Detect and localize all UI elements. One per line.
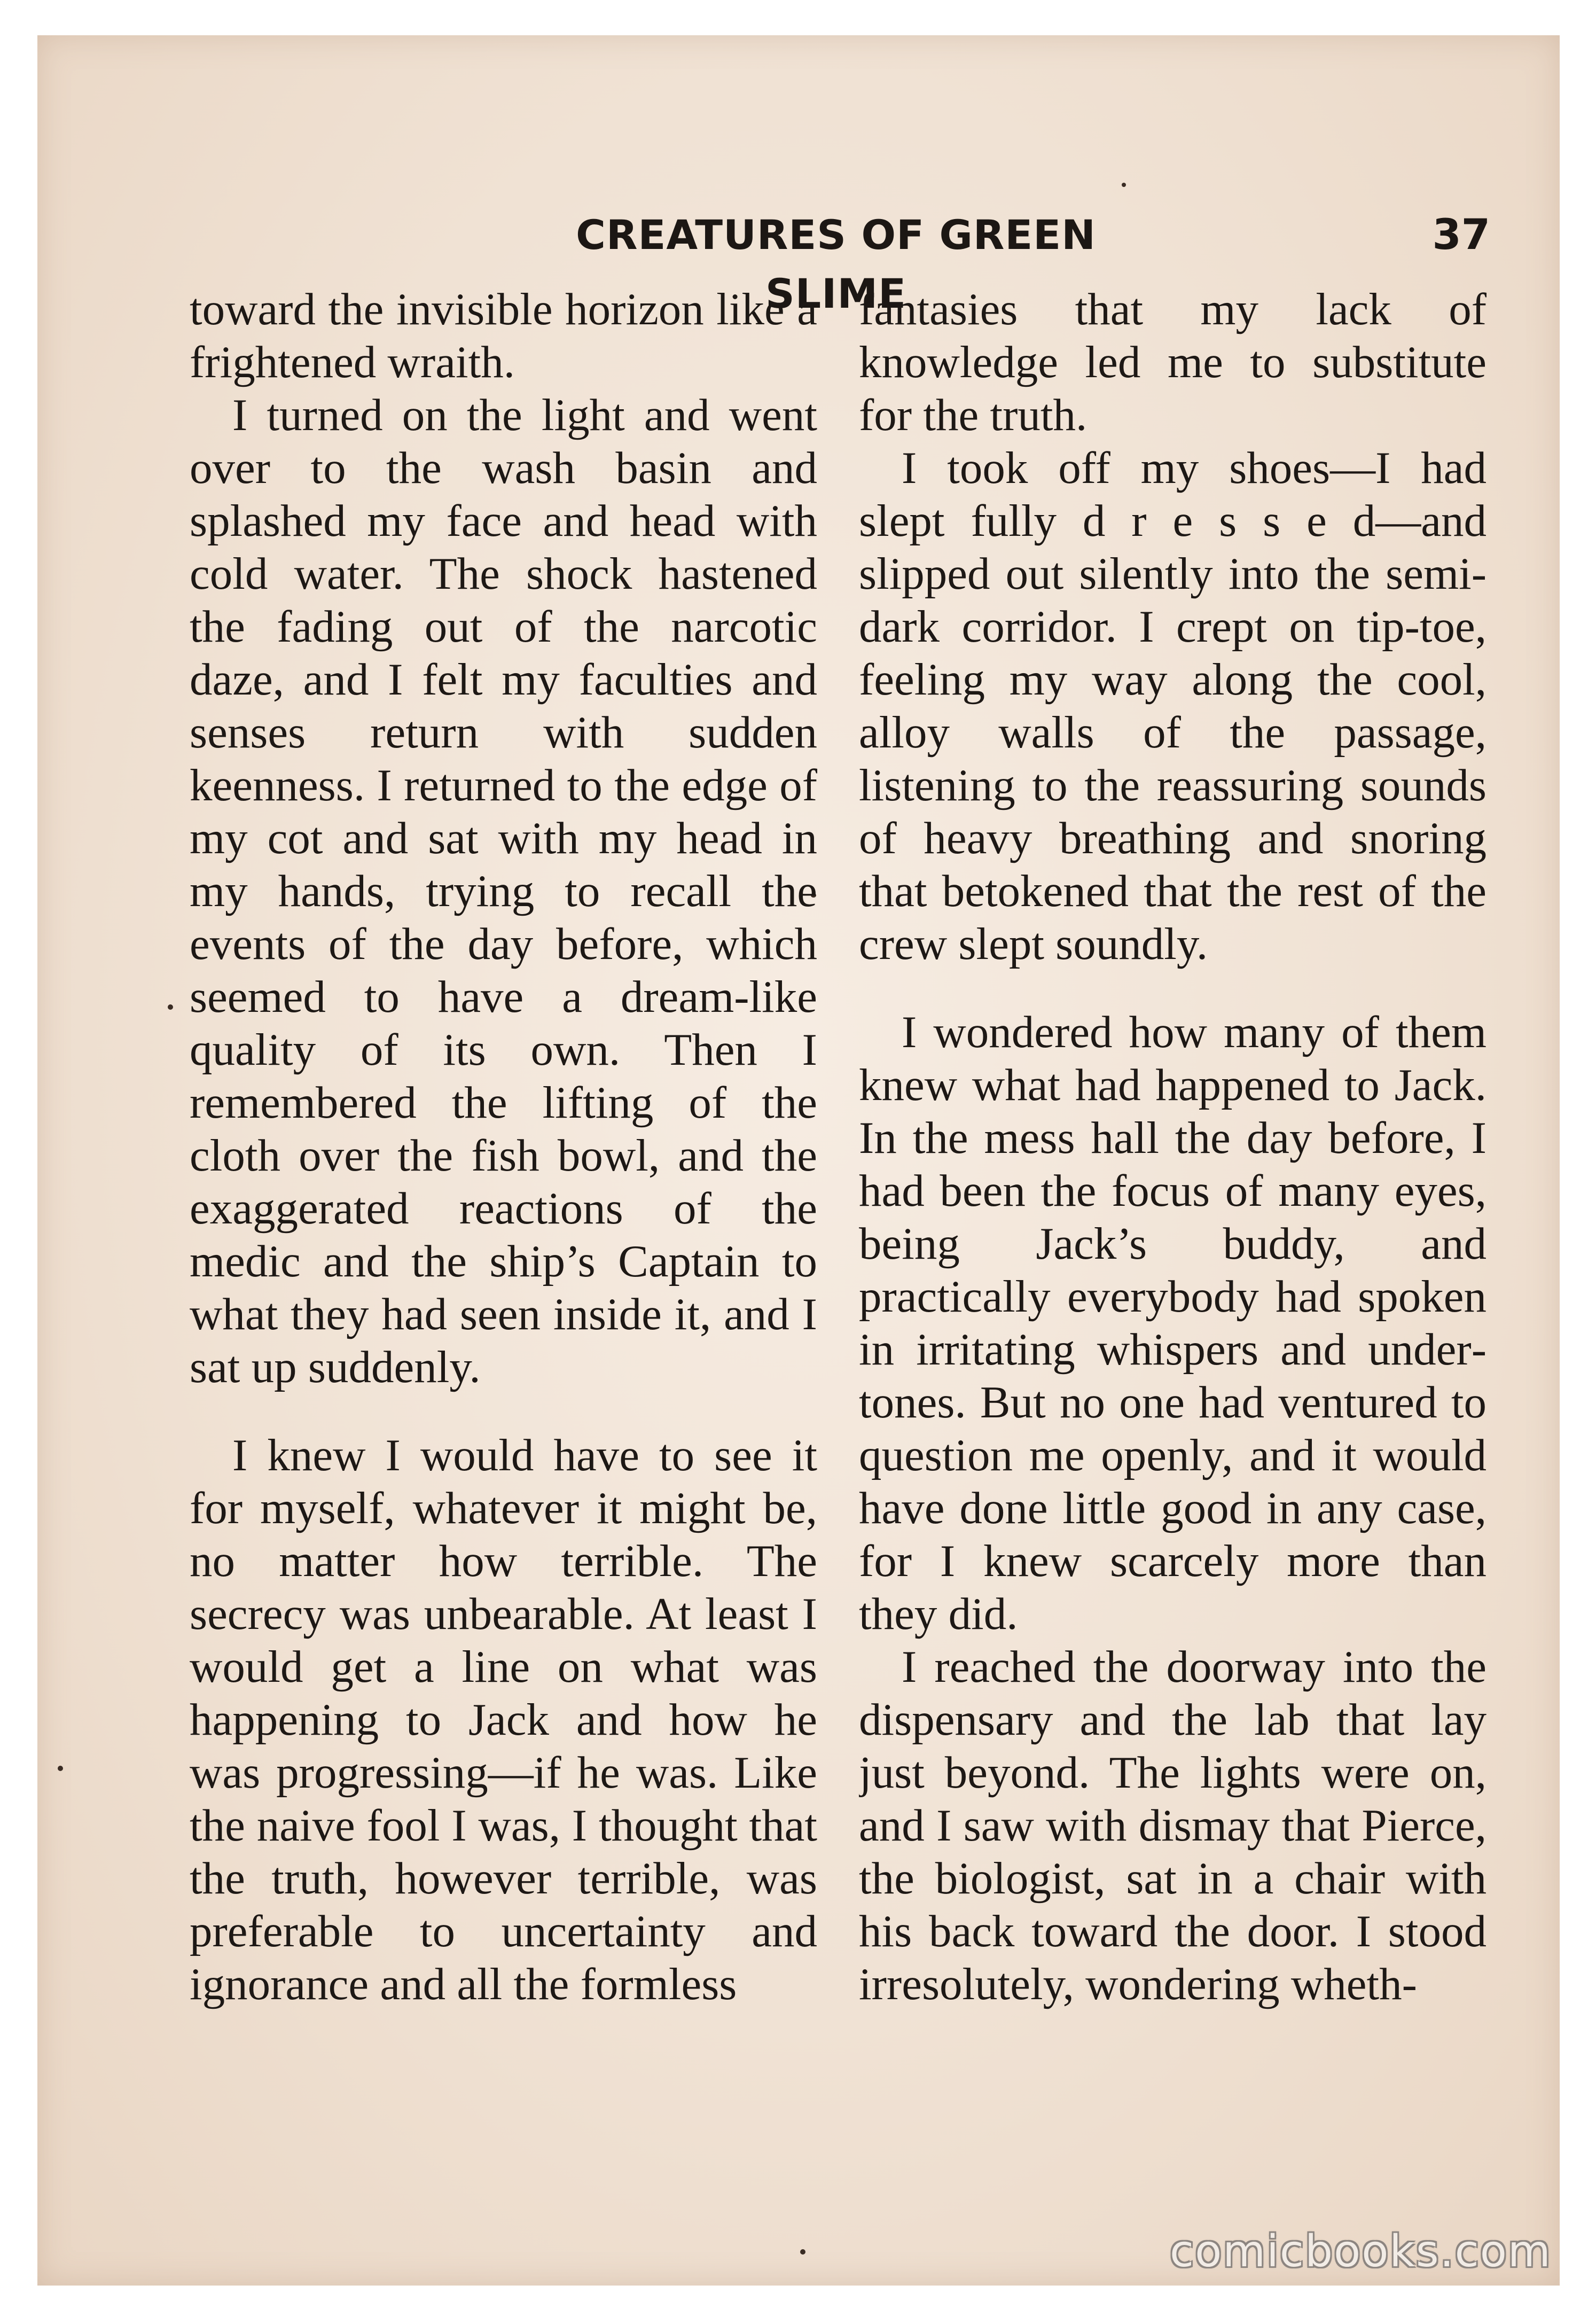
- paragraph: fantasies that my lack of knowledge led me to substitute for the truth.: [859, 284, 1487, 440]
- paragraph: I knew I would have to see it for myself, whatever it might be, no matter how terrible. The secrecy was unbearable. At least I would get a line on what was happening to Jack and how he was progressing—if he was. Like the naive fool I was, I thought that the truth, however terrible, was preferable to uncertainty and ignorance and all the formless: [190, 1430, 817, 2009]
- print-speck: [800, 2249, 805, 2255]
- paragraph: toward the invisible horizon like a frightened wraith.: [190, 284, 817, 387]
- print-speck: [58, 1766, 63, 1771]
- print-speck: [168, 1004, 173, 1010]
- paragraph: I wondered how many of them knew what had happened to Jack. In the mess hall the day before, I had been the focus of many eyes, being Jack’s buddy, and practically everybody had spoken in irritating whispers and undertones. But no one had ventured to question me openly, and it would have done little good in any case, for I knew scarcely more than they did.: [859, 1007, 1487, 1639]
- paragraph: I turned on the light and went over to the wash basin and splashed my face and head with cold water. The shock hastened the fading out of the narcotic daze, and I felt my faculties and senses return with sudden keenness. I returned to the edge of my cot and sat with my head in my hands, trying to recall the events of the day before, which seemed to have a dream-like quality of its own. Then I remembered the lifting of the cloth over the fish bowl, and the exaggerated reactions of the medic and the ship’s Captain to what they had seen inside it, and I sat up suddenly.: [190, 390, 817, 1392]
- page-header: [0, 206, 1596, 317]
- running-title: CREATURES OF GREEN SLIME: [576, 211, 1096, 317]
- page-number: 37: [1432, 211, 1490, 259]
- paragraph: I took off my shoes—I had slept fully d r e s s e d—and slipped out silently into the semi-dark corridor. I crept on tip-toe, feeling my way along the cool, alloy walls of the passage, listening to the reassuring sounds of heavy breathing and snoring that betokened that the rest of the crew slept soundly.: [859, 443, 1487, 969]
- print-speck: [1122, 183, 1126, 187]
- paragraph: I reached the doorway into the dispensary and the lab that lay just beyond. The lights were on, and I saw with dismay that Pierce, the biologist, sat in a chair with his back toward the door. I stood irresolutely, wondering wheth-: [859, 1642, 1487, 2009]
- watermark-logo: comicbooks.com: [1170, 2226, 1552, 2277]
- text-column-left: [190, 283, 817, 2185]
- text-column-right: [859, 283, 1487, 2185]
